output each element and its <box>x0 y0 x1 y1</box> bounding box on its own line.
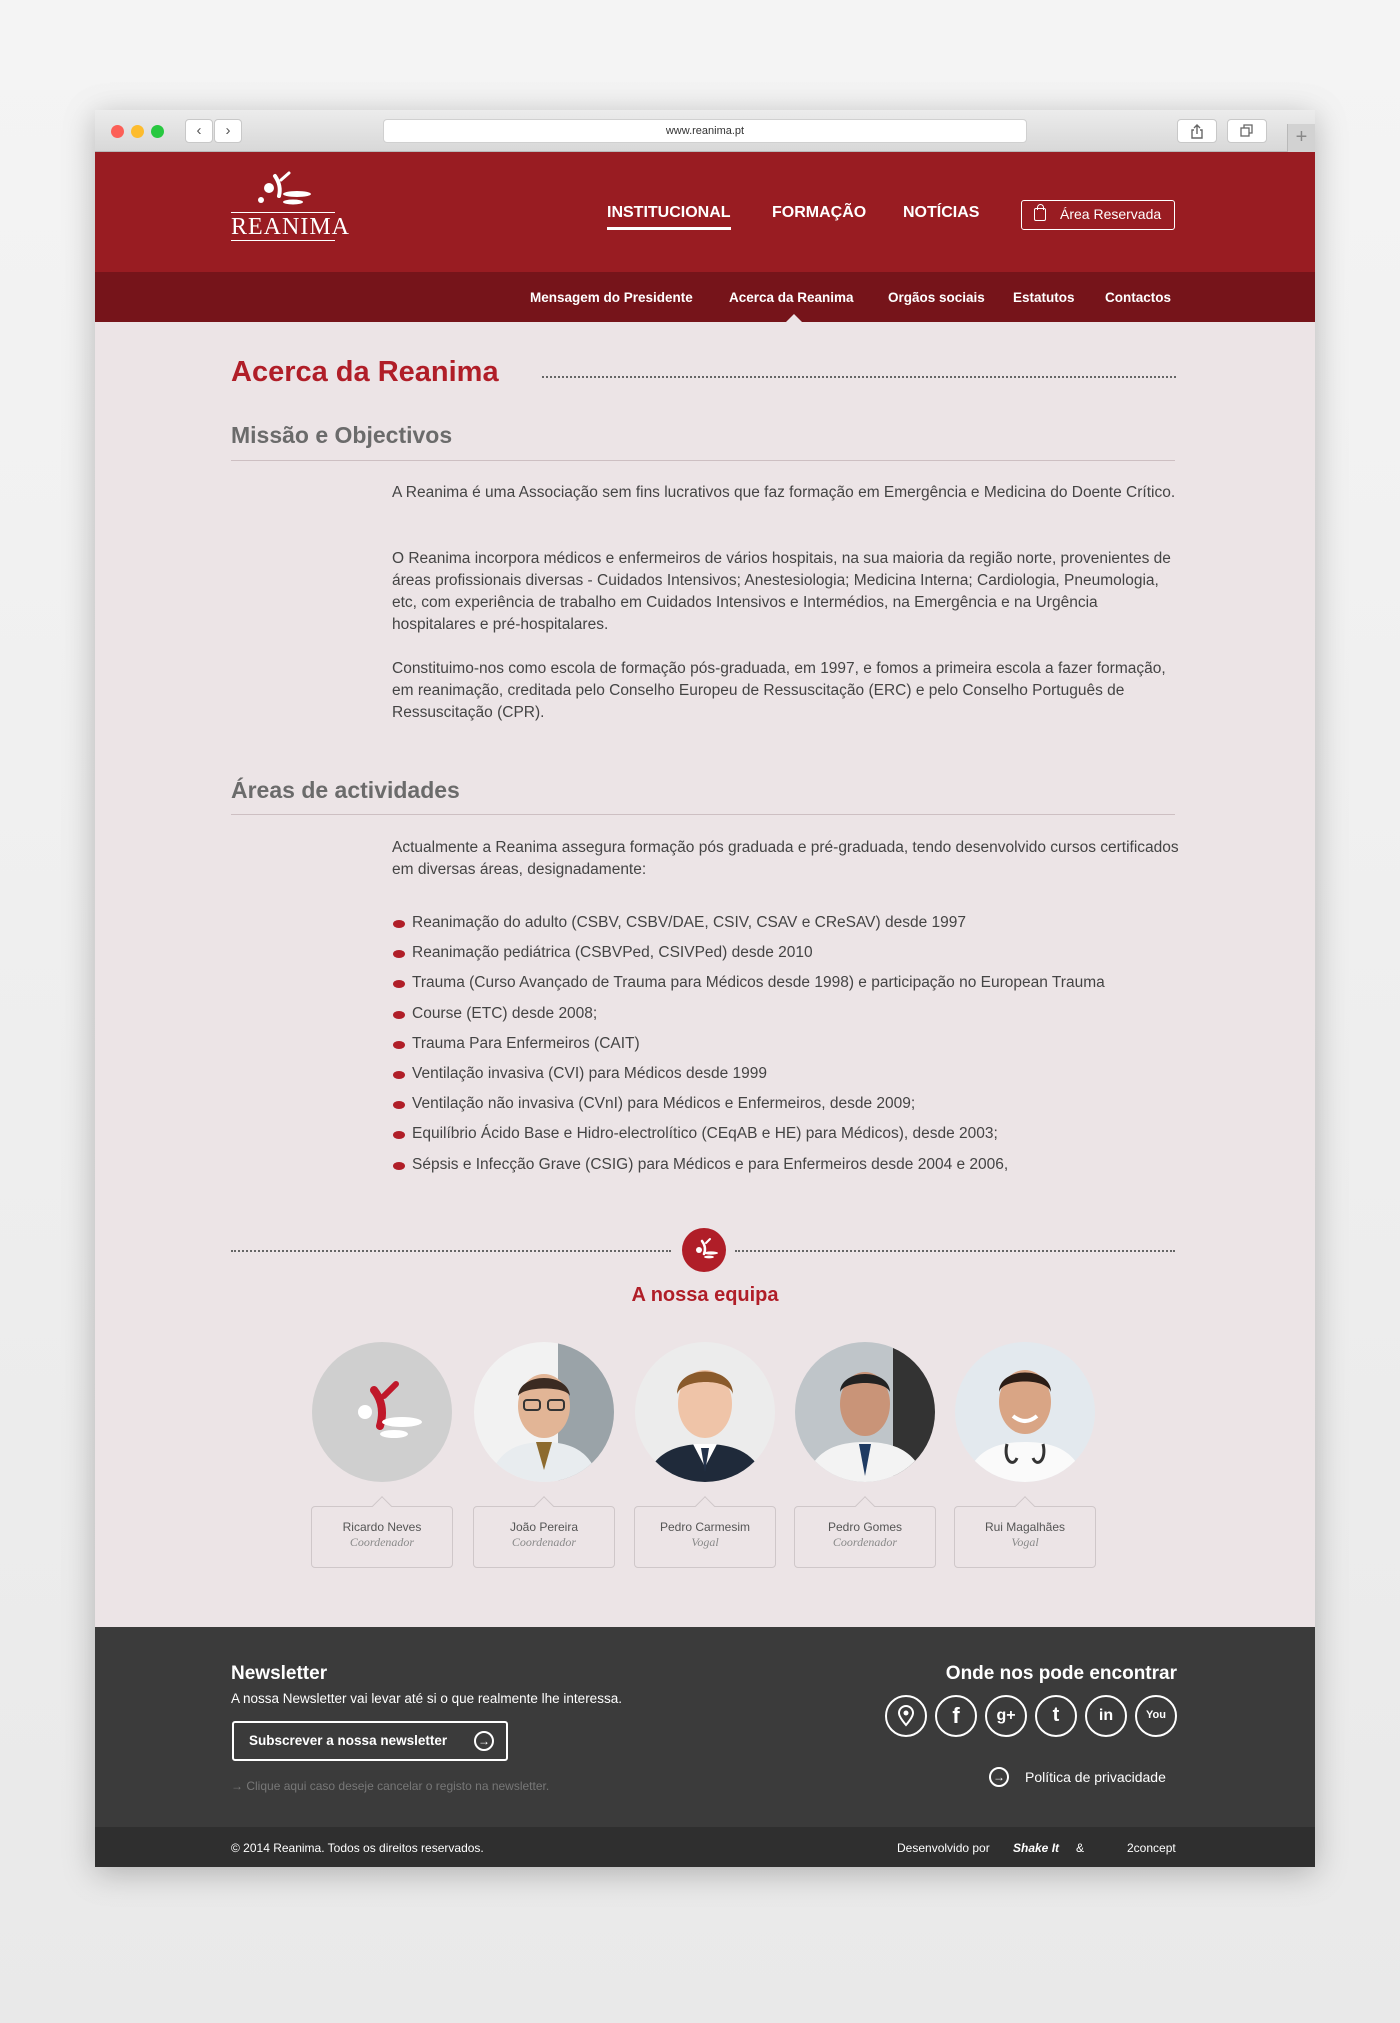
forward-button[interactable]: › <box>214 119 242 143</box>
privacy-policy-link[interactable] <box>993 1769 1166 1785</box>
mission-paragraph: O Reanima incorpora médicos e enfermeiros de vários hospitais, na sua maioria da região norte, provenientes de áreas profissionais diversas - Cuidados Intensivos; Anestesiologia; Medicina Interna; Cardiologia, Pneumologia, etc, com experiência de trabalho em Cuidados Intensivos e Intermédios, na Emergência e na Urgência hospitalares e pré-hospitalares. <box>392 550 1171 633</box>
activities-heading: Áreas de actividades <box>231 777 460 803</box>
list-item <box>392 1125 1192 1147</box>
mission-divider <box>231 460 1175 461</box>
team-member-card[interactable] <box>954 1342 1096 1572</box>
list-item-text: Trauma (Curso Avançado de Trauma para Médicos desde 1998) e participação no European Trauma <box>412 974 1105 992</box>
list-item-text: Sépsis e Infecção Grave (CSIG) para Médicos e para Enfermeiros desde 2004 e 2006, <box>412 1155 1009 1173</box>
youtube-link[interactable] <box>1135 1695 1177 1737</box>
share-icon <box>1190 124 1204 139</box>
arrow-right-icon: → <box>474 1731 494 1751</box>
tabs-overview-button[interactable] <box>1227 119 1267 143</box>
site-footer <box>95 1627 1315 1827</box>
logo-figure-icon <box>231 170 335 210</box>
team-title: A nossa equipa <box>631 1284 779 1306</box>
list-item-text: Equilíbrio Ácido Base e Hidro-electrolítico (CEqAB e HE) para Médicos), desde 2003; <box>412 1125 998 1143</box>
member-name: Ricardo Neves <box>342 1520 422 1534</box>
bullet-icon <box>392 919 406 929</box>
location-link[interactable] <box>885 1695 927 1737</box>
bullet-icon <box>392 1100 406 1110</box>
bullet-icon <box>392 1161 406 1171</box>
main-content <box>95 322 1315 1619</box>
logo-figure-icon <box>682 1228 726 1272</box>
subnav-orgaos-sociais[interactable]: Orgãos sociais <box>888 290 985 305</box>
nav-institucional[interactable]: INSTITUCIONAL <box>607 204 731 230</box>
reserved-area-label: Área Reservada <box>1060 206 1162 222</box>
reanima-logo[interactable] <box>231 170 350 242</box>
browser-toolbar <box>95 110 1315 152</box>
mission-paragraph: A Reanima é uma Associação sem fins lucrativos que faz formação em Emergência e Medicina do Doente Crítico. <box>392 484 1176 501</box>
logo-text: REANIMA <box>231 214 350 240</box>
team-divider-left <box>231 1250 671 1252</box>
member-name: Rui Magalhães <box>984 1520 1066 1534</box>
copyright: © 2014 Reanima. Todos os direitos reservados. <box>231 1841 484 1855</box>
browser-window <box>95 110 1315 1867</box>
title-divider <box>542 376 1176 378</box>
linkedin-icon: in <box>1098 1707 1114 1724</box>
nav-formacao[interactable]: FORMAÇÃO <box>772 204 867 221</box>
find-us-title: Onde nos pode encontrar <box>945 1663 1177 1684</box>
bottom-bar <box>95 1827 1315 1867</box>
subscribe-label: Subscrever a nossa newsletter <box>249 1733 448 1748</box>
nav-noticias[interactable]: NOTÍCIAS <box>903 204 980 221</box>
team-member-card[interactable] <box>473 1342 615 1572</box>
minimize-window-button[interactable] <box>131 125 144 138</box>
list-item-text: Trauma Para Enfermeiros (CAIT) <box>412 1034 640 1052</box>
facebook-icon: f <box>952 1703 960 1728</box>
avatar <box>635 1342 775 1482</box>
list-item <box>392 1005 1192 1027</box>
member-caption <box>634 1506 776 1568</box>
avatar <box>474 1342 614 1482</box>
lock-icon <box>1034 208 1046 221</box>
mission-heading: Missão e Objectivos <box>231 422 453 448</box>
bullet-icon <box>392 1010 406 1020</box>
tabs-icon <box>1240 124 1254 138</box>
team-member-card[interactable] <box>311 1342 453 1572</box>
arrow-right-icon: → <box>989 1767 1009 1787</box>
team-member-card[interactable] <box>794 1342 936 1572</box>
member-role: Vogal <box>691 1535 719 1549</box>
address-bar[interactable]: www.reanima.pt <box>383 119 1027 143</box>
member-name: João Pereira <box>509 1520 579 1534</box>
list-item <box>392 1095 1192 1117</box>
twitter-icon: t <box>1052 1704 1060 1726</box>
newsletter-title: Newsletter <box>231 1663 328 1684</box>
linkedin-link[interactable] <box>1085 1695 1127 1737</box>
list-item <box>392 974 1192 996</box>
avatar <box>955 1342 1095 1482</box>
list-item-text: Course (ETC) desde 2008; <box>412 1004 598 1022</box>
list-item-text: Ventilação não invasiva (CVnI) para Médicos e Enfermeiros, desde 2009; <box>412 1095 916 1113</box>
close-window-button[interactable] <box>111 125 124 138</box>
logo-figure-icon <box>312 1342 452 1482</box>
share-button[interactable] <box>1177 119 1217 143</box>
member-name: Pedro Carmesim <box>659 1520 751 1534</box>
google-plus-link[interactable] <box>985 1695 1027 1737</box>
subnav-contactos[interactable]: Contactos <box>1105 290 1172 305</box>
newsletter-text: A nossa Newsletter vai levar até si o que realmente lhe interessa. <box>231 1691 622 1706</box>
bullet-icon <box>392 979 406 989</box>
facebook-link[interactable] <box>935 1695 977 1737</box>
team-emblem-icon <box>682 1228 726 1272</box>
member-caption <box>954 1506 1096 1568</box>
back-button[interactable]: ‹ <box>185 119 213 143</box>
list-item-text: Reanimação do adulto (CSBV, CSBV/DAE, CSIV, CSAV e CReSAV) desde 1997 <box>412 914 966 931</box>
new-tab-button[interactable]: + <box>1287 124 1315 152</box>
list-item <box>392 1156 1192 1178</box>
avatar <box>312 1342 452 1482</box>
zoom-window-button[interactable] <box>151 125 164 138</box>
list-item <box>392 1035 1192 1057</box>
list-item <box>392 944 1192 966</box>
shake-it-link[interactable]: Shake It <box>1013 1841 1060 1855</box>
bullet-icon <box>392 1070 406 1080</box>
subnav-estatutos[interactable]: Estatutos <box>1013 290 1075 305</box>
map-pin-icon <box>896 1705 916 1727</box>
subnav-mensagem-presidente[interactable]: Mensagem do Presidente <box>530 290 693 305</box>
bullet-icon <box>392 1040 406 1050</box>
mission-paragraph: Constituimo-nos como escola de formação pós-graduada, em 1997, e fomos a primeira escola a fazer formação, em reanimação, creditada pelo Conselho Europeu de Ressuscitação (ERC) e pelo Conselho Português de Ressuscitação (CPR). <box>392 660 1166 721</box>
list-item <box>392 1065 1192 1087</box>
concept-link[interactable]: 2concept <box>1127 1841 1176 1855</box>
list-item <box>392 914 1192 936</box>
member-caption <box>794 1506 936 1568</box>
member-name: Pedro Gomes <box>827 1520 903 1534</box>
member-role: Coordenador <box>511 1535 577 1549</box>
member-caption <box>311 1506 453 1568</box>
team-member-card[interactable] <box>634 1342 776 1572</box>
reserved-area-button[interactable] <box>1021 200 1175 230</box>
list-item-text: Ventilação invasiva (CVI) para Médicos desde 1999 <box>412 1065 767 1082</box>
member-role: Coordenador <box>832 1535 898 1549</box>
activities-intro: Actualmente a Reanima assegura formação pós graduada e pré-graduada, tendo desenvolvido cursos certificados em diversas áreas, designadamente: <box>392 839 1179 878</box>
page-title: Acerca da Reanima <box>231 356 499 388</box>
privacy-label: Política de privacidade <box>1025 1769 1166 1785</box>
google-plus-icon: g+ <box>996 1707 1016 1724</box>
ampersand: & <box>1076 1841 1085 1855</box>
unsubscribe-link[interactable]: → Clique aqui caso deseje cancelar o registo na newsletter. <box>231 1779 550 1793</box>
developed-by-label: Desenvolvido por <box>897 1841 990 1855</box>
sub-navigation <box>95 272 1315 322</box>
list-item-text: Reanimação pediátrica (CSBVPed, CSIVPed) desde 2010 <box>412 944 813 962</box>
site-header <box>95 152 1315 272</box>
subscribe-newsletter-button[interactable] <box>232 1721 508 1761</box>
member-role: Coordenador <box>349 1535 415 1549</box>
team-divider-right <box>735 1250 1175 1252</box>
youtube-icon: You <box>1146 1709 1166 1721</box>
avatar <box>795 1342 935 1482</box>
member-caption <box>473 1506 615 1568</box>
subnav-acerca-reanima[interactable]: Acerca da Reanima <box>729 290 854 305</box>
bullet-icon <box>392 1130 406 1140</box>
bullet-icon <box>392 949 406 959</box>
member-role: Vogal <box>1011 1535 1039 1549</box>
active-subnav-indicator <box>786 314 802 322</box>
twitter-link[interactable] <box>1035 1695 1077 1737</box>
activities-divider <box>231 814 1175 815</box>
